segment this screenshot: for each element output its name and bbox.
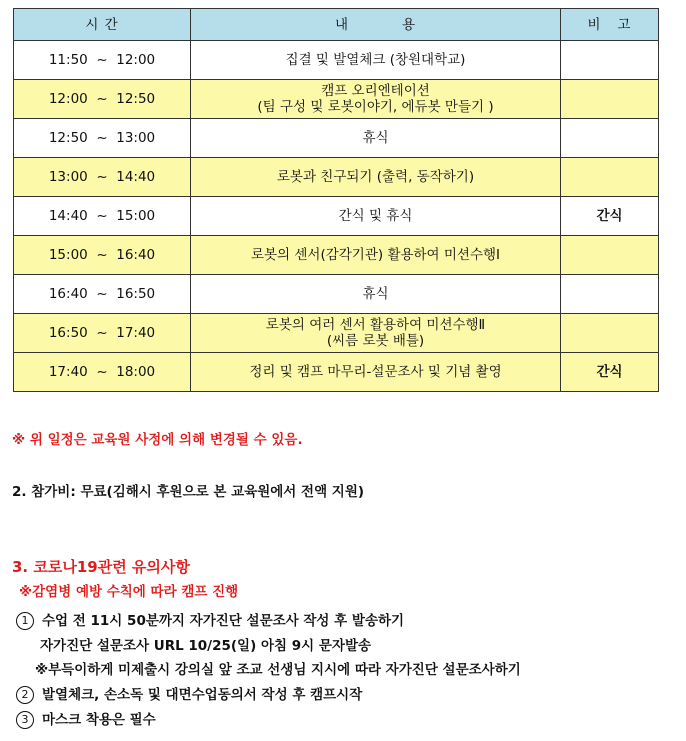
table-row [14, 41, 659, 80]
time-cell: 11:50 ~ 12:00 [14, 41, 191, 80]
content-line: 정리 및 캠프 마무리-설문조사 및 기념 촬영 [249, 364, 502, 380]
header-remarks: 비 고 [561, 9, 659, 41]
time-cell: 16:50 ~ 17:40 [14, 314, 191, 353]
content-line: (팀 구성 및 로봇이야기, 에듀봇 만들기 ) [257, 99, 494, 115]
number-circle-icon: 3 [16, 711, 34, 729]
covid-item-text: 수업 전 11시 50분까지 자가진단 설문조사 작성 후 발송하기 [42, 613, 405, 629]
table-row [14, 314, 659, 353]
covid-item-1-note [35, 658, 521, 678]
covid-title: 3. 코로나19관련 유의사항 [12, 558, 190, 576]
table-header-row [14, 9, 659, 41]
schedule-table [13, 8, 659, 392]
table-row [14, 158, 659, 197]
content-line: 로봇의 여러 센서 활용하여 미션수행Ⅱ [265, 317, 486, 333]
content-cell [191, 314, 561, 353]
remark-cell [561, 314, 659, 353]
covid-subtitle: ※감염병 예방 수칙에 따라 캠프 진행 [19, 584, 239, 600]
remark-cell: 간식 [561, 353, 659, 392]
time-cell: 15:00 ~ 16:40 [14, 236, 191, 275]
table-row [14, 236, 659, 275]
content-line: 휴식 [362, 130, 389, 146]
table-row [14, 80, 659, 119]
table-row [14, 353, 659, 392]
content-line: 로봇과 친구되기 (출력, 동작하기) [276, 169, 475, 185]
covid-item-text: ※부득이하게 미제출시 강의실 앞 조교 선생님 지시에 따라 자가진단 설문조사하기 [35, 662, 521, 678]
number-circle-icon: 2 [16, 686, 34, 704]
covid-item-text: 자가진단 설문조사 URL 10/25(일) 아침 9시 문자발송 [40, 638, 372, 654]
remark-cell [561, 158, 659, 197]
schedule-change-note: ※ 위 일정은 교육원 사정에 의해 변경될 수 있음. [12, 432, 303, 448]
time-cell: 17:40 ~ 18:00 [14, 353, 191, 392]
content-cell [191, 80, 561, 119]
number-circle-icon: 1 [16, 612, 34, 630]
remark-cell [561, 80, 659, 119]
content-cell [191, 236, 561, 275]
schedule-body [14, 41, 659, 392]
content-line: 간식 및 휴식 [338, 208, 413, 224]
table-row [14, 119, 659, 158]
content-line: (씨름 로봇 배틀) [326, 333, 425, 349]
table-row [14, 197, 659, 236]
content-cell [191, 119, 561, 158]
remark-cell [561, 275, 659, 314]
time-cell: 16:40 ~ 16:50 [14, 275, 191, 314]
covid-item-2 [16, 683, 362, 704]
covid-item-text: 발열체크, 손소독 및 대면수업동의서 작성 후 캠프시작 [42, 687, 363, 703]
fee-note: 2. 참가비: 무료(김해시 후원으로 본 교육원에서 전액 지원) [12, 484, 365, 500]
content-cell [191, 197, 561, 236]
remark-cell [561, 119, 659, 158]
time-cell: 13:00 ~ 14:40 [14, 158, 191, 197]
content-cell [191, 275, 561, 314]
covid-item-3 [16, 708, 156, 729]
table-row [14, 275, 659, 314]
covid-item-1-detail [40, 634, 371, 654]
time-cell: 12:00 ~ 12:50 [14, 80, 191, 119]
covid-item-1 [16, 609, 404, 630]
time-cell: 14:40 ~ 15:00 [14, 197, 191, 236]
content-cell [191, 353, 561, 392]
remark-cell: 간식 [561, 197, 659, 236]
time-cell: 12:50 ~ 13:00 [14, 119, 191, 158]
header-content: 내 용 [191, 9, 561, 41]
content-line: 로봇의 센서(감각기관) 활용하여 미션수행Ⅰ [250, 247, 501, 263]
content-line: 집결 및 발열체크 (창원대학교) [285, 52, 466, 68]
content-cell [191, 41, 561, 80]
header-time: 시 간 [14, 9, 191, 41]
remark-cell [561, 41, 659, 80]
content-line: 캠프 오리엔테이션 [321, 83, 430, 99]
covid-item-text: 마스크 착용은 필수 [42, 712, 156, 728]
content-line: 휴식 [362, 286, 389, 302]
remark-cell [561, 236, 659, 275]
content-cell [191, 158, 561, 197]
